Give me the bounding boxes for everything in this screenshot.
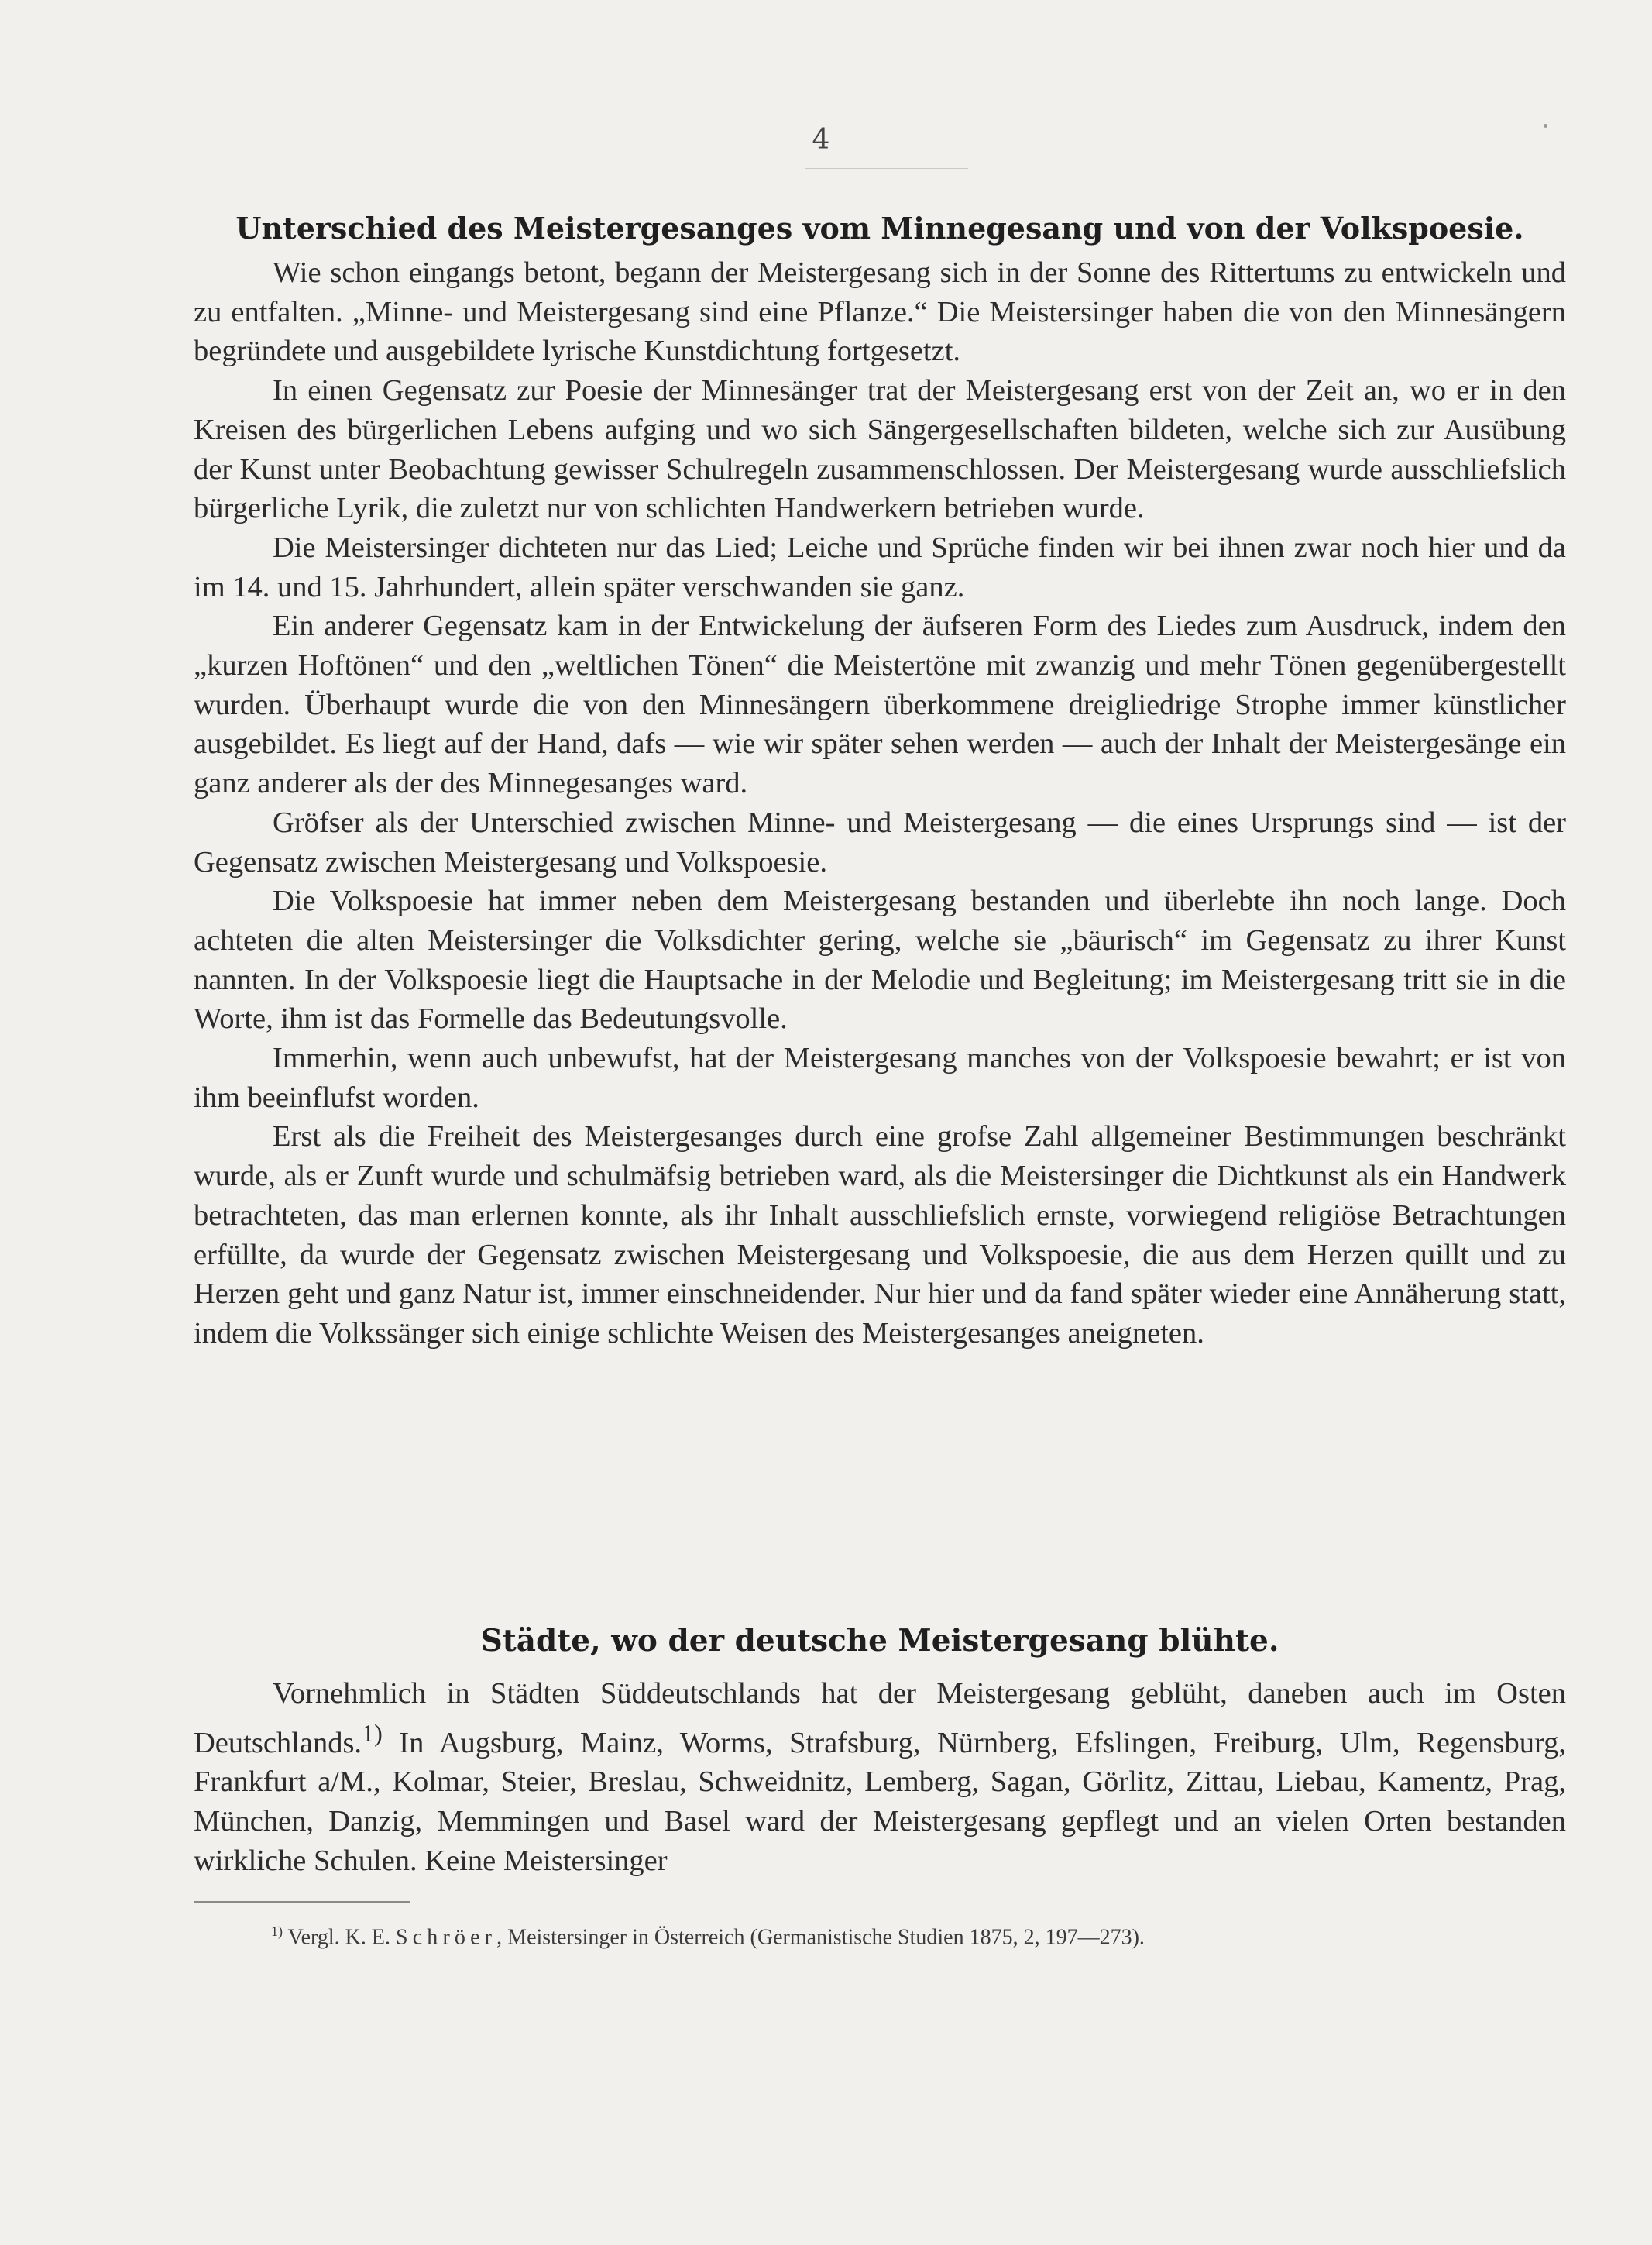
section-heading: Städte, wo der deutsche Meistergesang blühte. xyxy=(480,1623,1279,1659)
paragraph: Die Volkspoesie hat immer neben dem Meistergesang bestanden und überlebte ihn noch lange. Doch achteten die alten Meistersinger die Volksdichter gering, welche sie „bäurisch“ im Gegensatz zu ihrer Kunst nannten. In der Volkspoesie liegt die Hauptsache in der Melodie und Begleitung; im Meistergesang tritt sie in die Worte, ihm ist das Formelle das Bedeutungsvolle. xyxy=(194,885,1566,1036)
paragraph-start: Vornehmlich in Städten Süddeutschlands hat der Meistergesang geblüht, daneben auch im Osten Deutschlands. xyxy=(194,1677,1566,1759)
paragraph-end: In Augsburg, Mainz, Worms, Strafsburg, Nürnberg, Efslingen, Freiburg, Ulm, Regensburg, Frankfurt a/M., Kolmar, Steier, Breslau, Schweidnitz, Lemberg, Sagan, Görlitz, Zittau, Liebau, Kamentz, Prag, München, Danzig, Memmingen und Basel ward der Meistergesang gepflegt und an vielen Orten bestanden wirkliche Schulen. Keine Meistersinger xyxy=(194,1726,1566,1877)
footnote-rule xyxy=(194,1901,410,1903)
paragraph: In einen Gegensatz zur Poesie der Minnesänger trat der Meistergesang erst von der Zeit an, wo er in den Kreisen des bürgerlichen Lebens aufging und wo sich Sängergesellschaften bildeten, welche sich zur Ausübung der Kunst unter Beobachtung gewisser Schulregeln zusammenschlossen. Der Meistergesang wurde ausschliefslich bürgerliche Lyrik, die zuletzt nur von schlichten Handwerkern betrieben wurde. xyxy=(194,374,1566,525)
section-heading: Unterschied des Meistergesanges vom Minnegesang und von der Volkspoesie. xyxy=(235,211,1524,246)
section-unterschied xyxy=(194,204,1566,1353)
footnote-rest: , Meistersinger in Österreich (Germanistische Studien 1875, 2, 197—273). xyxy=(496,1925,1145,1950)
footnote xyxy=(271,1912,1588,1957)
paragraph: Die Meistersinger dichteten nur das Lied; Leiche und Sprüche finden wir bei ihnen zwar noch hier und da im 14. und 15. Jahrhundert, allein später verschwanden sie ganz. xyxy=(194,531,1566,603)
paragraph: Wie schon eingangs betont, begann der Meistergesang sich in der Sonne des Rittertums zu entwickeln und zu entfalten. „Minne- und Meistergesang sind eine Pflanze.“ Die Meistersinger haben die von den Minnesängern begründete und ausgebildete lyrische Kunstdichtung fortgesetzt. xyxy=(194,256,1566,368)
page-number: 4 xyxy=(812,124,830,156)
section-staedte xyxy=(194,1607,1566,1880)
paragraph: Immerhin, wenn auch unbewufst, hat der Meistergesang manches von der Volkspoesie bewahrt; er ist von ihm beeinflufst worden. xyxy=(194,1042,1566,1114)
footnote-author: Schröer xyxy=(395,1925,497,1950)
paragraph: Ein anderer Gegensatz kam in der Entwickelung der äufseren Form des Liedes zum Ausdruck, indem den „kurzen Hoftönen“ und den „weltlichen Tönen“ die Meistertöne mit zwanzig und mehr Tönen gegenübergestellt wurden. Überhaupt wurde die von den Minnesängern überkommene dreigliedrige Strophe immer künstlicher ausgebildet. Es liegt auf der Hand, dafs — wie wir später sehen werden — auch der Inhalt der Meistergesänge ein ganz anderer als der des Minnegesanges ward. xyxy=(194,610,1566,800)
paragraph: Gröfser als der Unterschied zwischen Minne- und Meistergesang — die eines Ursprungs sind — ist der Gegensatz zwischen Meistergesang und Volkspoesie. xyxy=(194,806,1566,878)
paragraph: Erst als die Freiheit des Meistergesanges durch eine grofse Zahl allgemeiner Bestimmungen beschränkt wurde, als er Zunft wurde und schulmäfsig betrieben ward, als die Meistersinger die Dichtkunst als ein Handwerk betrachteten, das man erlernen konnte, als ihr Inhalt ausschliefslich ernste, vorwiegend religiöse Betrachtungen erfüllte, da wurde der Gegensatz zwischen Meistergesang und Volkspoesie, die aus dem Herzen quillt und zu Herzen geht und ganz Natur ist, immer einschneidender. Nur hier und da fand später wieder eine Annäherung statt, indem die Volkssänger sich einige schlichte Weisen des Meistergesanges aneigneten. xyxy=(194,1120,1566,1349)
paragraph xyxy=(194,1674,1566,1880)
header-rule xyxy=(805,168,968,169)
paper-speck xyxy=(1544,124,1547,128)
footnote-prefix: Vergl. K. E. xyxy=(283,1925,396,1950)
footnote-marker: 1) xyxy=(271,1924,283,1939)
footnote-reference: 1) xyxy=(362,1718,383,1747)
